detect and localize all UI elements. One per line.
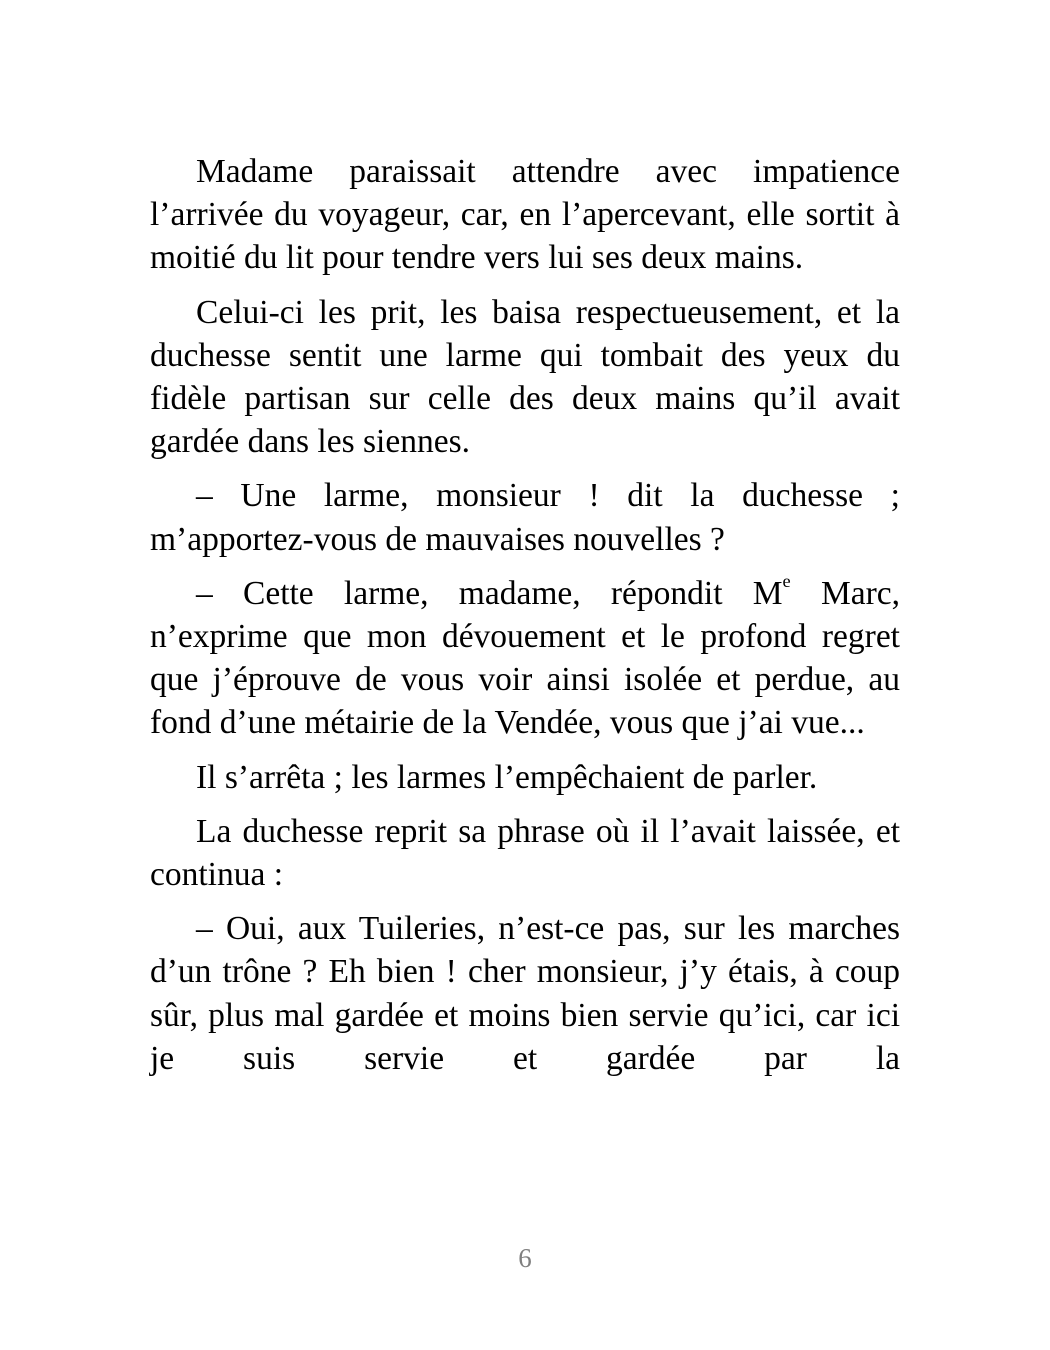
paragraph-2: Celui-ci les prit, les baisa respectueusement, et la duchesse sentit une larme qui tombait des yeux du fidèle partisan sur celle des deux mains qu’il avait gardée dans les siennes. bbox=[150, 293, 900, 461]
paragraph-7: – Oui, aux Tuileries, n’est-ce pas, sur les marches d’un trône ? Eh bien ! cher monsieur, j’y étais, à coup sûr, plus mal gardée et moins bien servie qu’ici, car ici je suis servie et gardée par la bbox=[150, 910, 900, 1077]
page-number: 6 bbox=[518, 1243, 532, 1273]
body-text bbox=[150, 150, 900, 1091]
paragraph-5: Il s’arrêta ; les larmes l’empêchaient de parler. bbox=[196, 758, 818, 796]
paragraph-4-after: Marc, n’exprime que mon dévouement et le profond regret que j’éprouve de vous voir ainsi isolée et perdue, au fond d’une métairie de la Vendée, vous que j’ai vue... bbox=[150, 574, 900, 742]
paragraph-4-superscript: e bbox=[782, 571, 791, 592]
paragraph-3: – Une larme, monsieur ! dit la duchesse ; m’apportez-vous de mauvaises nouvelles ? bbox=[150, 477, 900, 558]
paragraph-4-before: – Cette larme, madame, répondit M bbox=[196, 574, 783, 612]
paragraph-4 bbox=[150, 572, 900, 745]
paragraph-1: Madame paraissait attendre avec impatience l’arrivée du voyageur, car, en l’apercevant, elle sortit à moitié du lit pour tendre vers lui ses deux mains. bbox=[150, 153, 900, 277]
paragraph-6: La duchesse reprit sa phrase où il l’avait laissée, et continua : bbox=[150, 812, 900, 894]
